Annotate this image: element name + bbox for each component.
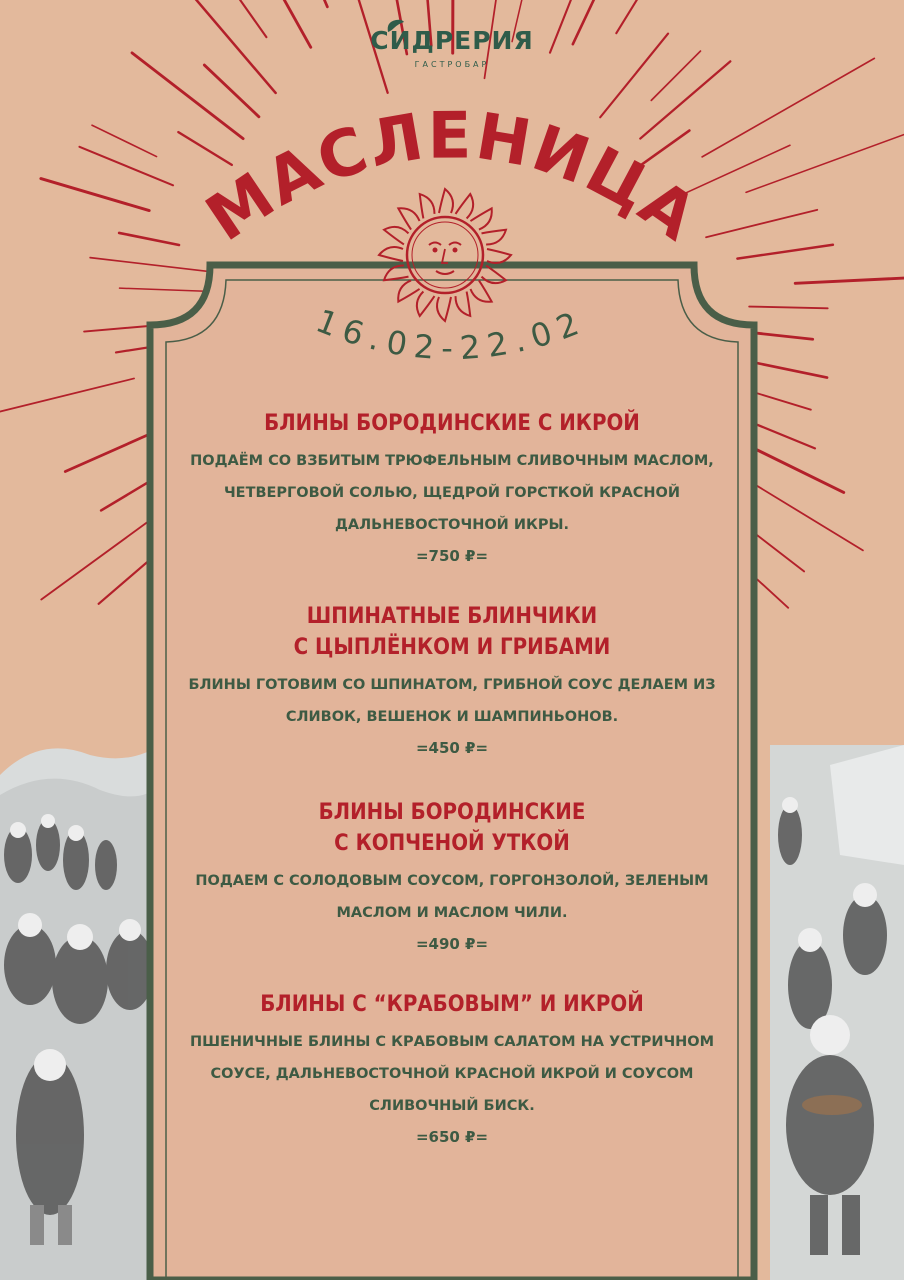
sun-flame	[482, 266, 506, 284]
menu-item	[180, 408, 724, 571]
menu-item-price: =750 ₽=	[415, 547, 489, 565]
sun-flame	[420, 194, 435, 218]
menu-item-description: ПОДАЁМ СО ВЗБИТЫМ ТРЮФЕЛЬНЫМ СЛИВОЧНЫМ МАСЛОМ, ЧЕТВЕРГОВОЙ СОЛЬЮ, ЩЕДРОЙ ГОРСТКОЙ КРАСНОЙ ДАЛЬНЕВОСТОЧНОЙ ИКРЫ.	[190, 453, 714, 533]
menu-item-price: =450 ₽=	[415, 739, 489, 757]
menu-list	[180, 408, 724, 1152]
brand-subtitle: ГАСТРОБАР	[414, 60, 490, 69]
sun-flame	[384, 227, 408, 245]
sun-flame	[398, 208, 419, 229]
sun-flame	[482, 230, 506, 245]
menu-item-price: =650 ₽=	[415, 1128, 489, 1146]
sun-flame	[437, 297, 451, 321]
sun-flame	[456, 194, 474, 218]
menu-item	[180, 989, 724, 1152]
menu-item-title: БЛИНЫ С “КРАБОВЫМ” И ИКРОЙ	[260, 992, 644, 1017]
sun-flame	[384, 266, 408, 281]
menu-item-description: ПШЕНИЧНЫЕ БЛИНЫ С КРАБОВЫМ САЛАТОМ НА УСТРИЧНОМ СОУСЕ, ДАЛЬНЕВОСТОЧНОЙ КРАСНОЙ ИКРОЙ И СОУСОМ СЛИВОЧНЫЙ БИСК.	[189, 1034, 715, 1114]
sun-flame	[456, 292, 471, 316]
sun-flame	[487, 249, 511, 263]
menu-item-price: =490 ₽=	[415, 935, 489, 953]
menu-item	[180, 797, 724, 959]
sun-flame	[470, 280, 491, 301]
menu-item-title: БЛИНЫ БОРОДИНСКИЕ С ИКРОЙ	[264, 411, 640, 436]
menu-item-title: БЛИНЫ БОРОДИНСКИЕ С КОПЧЕНОЙ УТКОЙ	[318, 800, 586, 856]
poster-title: МАСЛЕНИЦА	[193, 99, 711, 257]
sun-flame	[379, 247, 403, 261]
brand-name: СИДРЕРИЯ	[370, 26, 534, 55]
sun-flame	[398, 280, 419, 301]
menu-item	[180, 601, 724, 763]
sun-face-icon	[379, 189, 511, 321]
menu-item-title: ШПИНАТНЫЕ БЛИНЧИКИ С ЦЫПЛЁНКОМ И ГРИБАМИ	[293, 604, 611, 660]
menu-item-description: БЛИНЫ ГОТОВИМ СО ШПИНАТОМ, ГРИБНОЙ СОУС ДЕЛАЕМ ИЗ СЛИВОК, ВЕШЕНОК И ШАМПИНЬОНОВ.	[188, 677, 716, 725]
sun-flame	[439, 189, 453, 213]
sun-flame	[470, 208, 491, 229]
menu-item-description: ПОДАЕМ С СОЛОДОВЫМ СОУСОМ, ГОРГОНЗОЛОЙ, ЗЕЛЕНЫМ МАСЛОМ И МАСЛОМ ЧИЛИ.	[195, 873, 709, 921]
title-block	[0, 0, 904, 420]
poster-dates: 16.02-22.02	[310, 301, 592, 368]
sun-flame	[417, 292, 435, 316]
